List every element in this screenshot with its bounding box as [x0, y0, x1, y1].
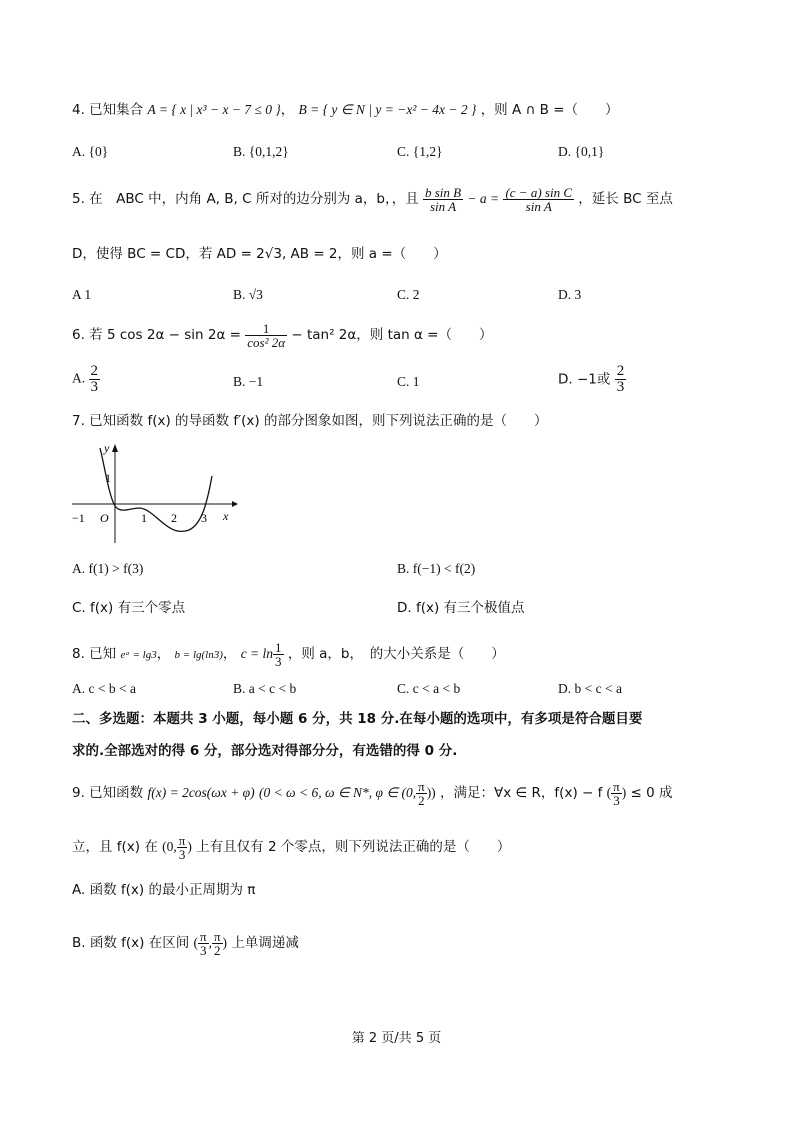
x-tick-neg1: −1 [72, 511, 85, 525]
fraction: $\frac{\text{b sin B}}{\text{sin A}}$ [425, 185, 462, 214]
fraction: $\frac{\pi}{2}$ [418, 779, 425, 808]
page-footer: 第 2 页/共 5 页 [351, 1031, 442, 1046]
fraction: $\frac{2}{3}$ [90, 363, 98, 395]
question-5-option-d: D. 3 [558, 287, 582, 302]
fraction: $\frac{\text{(c − a) sin C}}{\text{sin A}}$ [505, 185, 572, 214]
question-4-option-a: A. {0} [72, 144, 109, 159]
question-9-stem-line2: 立，且 f(x) 在 (0, $\frac{\pi}{3}$ ) 上有且仅有 2 个零点，则下列说法正确的是（ ） [72, 833, 511, 862]
x-axis-arrow [232, 501, 238, 507]
y-axis-arrow [112, 444, 118, 452]
question-4-option-b: B. {0,1,2} [233, 144, 289, 159]
y-axis-label: y [104, 441, 110, 455]
question-5-stem-line1: 5. 在 ABC 中，内角 A, B, C 所对的边分别为 a，b，，且 $\frac{\text{b sin B}}{\text{sin A}}$ − a = $\frac{\text{(c − a) sin C}}{\text{sin A}}$ ，延长 BC 至点 [72, 185, 673, 214]
fraction: $\frac{\pi}{3}$ [613, 779, 620, 808]
fraction: $\frac{1}{3}$ [275, 640, 282, 669]
question-7-option-a: A. f(1) > f(3) [72, 561, 144, 576]
section-2-heading-line2: 求的.全部选对的得 6 分，部分选对得部分分，有选错的得 0 分. [72, 743, 458, 759]
question-6-option-c: C. 1 [397, 374, 420, 389]
fraction: $\frac{\pi}{3}$ [200, 929, 207, 958]
question-7-option-c: C. f(x) 有三个零点 [72, 600, 186, 616]
question-8-stem: 8. 已知 eᵃ = lg3， b = lg(ln3)， c = ln $\frac{1}{3}$ ，则 a，b， 的大小关系是（ ） [72, 640, 505, 669]
question-5-option-a: A 1 [72, 287, 92, 302]
question-4-option-d: D. {0,1} [558, 144, 605, 159]
fraction: $\frac{2}{3}$ [616, 363, 625, 395]
question-5-option-b: B. √3 [233, 287, 263, 302]
question-6-option-a: A. $\frac{2}{3}$ [72, 363, 98, 395]
question-8-option-a: A. c < b < a [72, 681, 136, 696]
question-7-option-b: B. f(−1) < f(2) [397, 561, 476, 576]
question-8-option-b: B. a < c < b [233, 681, 297, 696]
fraction: $\frac{\pi}{3}$ [178, 833, 186, 862]
section-2-heading-line1: 二、多选题：本题共 3 小题，每小题 6 分，共 18 分.在每小题的选项中，有多项是符合题目要 [72, 711, 643, 727]
question-4-option-c: C. {1,2} [397, 144, 443, 159]
question-9-stem-line1: 9. 已知函数 f(x) = 2cos(ωx + φ) (0 < ω < 6, ω ∈ N*, φ ∈ (0, $\frac{\pi}{2}$ )) ，满足：∀x ∈ R，f(x) − f ( $\frac{\pi}{3}$ ) ≤ 0 成 [72, 779, 673, 808]
question-6-option-b: B. −1 [233, 374, 264, 389]
question-8-option-d: D. b < c < a [558, 681, 622, 696]
origin-label: O [100, 511, 109, 525]
question-7-stem: 7. 已知函数 f(x) 的导函数 f′(x) 的部分图象如图，则下列说法正确的是（ ） [72, 413, 548, 429]
question-6-option-d: D. −1或 $\frac{2}{3}$ [558, 363, 625, 395]
question-9-option-a: A. 函数 f(x) 的最小正周期为 π [72, 882, 256, 898]
question-9-option-b: B. 函数 f(x) 在区间 ( $\frac{\pi}{3}$ , $\frac{\pi}{2}$ ) 上单调递减 [72, 929, 299, 958]
question-5-option-c: C. 2 [397, 287, 420, 302]
y-tick-1: 1 [105, 471, 111, 485]
fraction: $\frac{1}{\text{cos² 2α}}$ [247, 321, 286, 350]
x-axis-label: x [223, 509, 229, 523]
x-tick-1: 1 [141, 511, 147, 525]
question-7-option-d: D. f(x) 有三个极值点 [397, 600, 525, 616]
question-4-stem: 4. 已知集合 A = { x | x³ − x − 7 ≤ 0 }， B = { y ∈ N | y = −x² − 4x − 2 } ，则 A ∩ B =（ ） [72, 102, 619, 118]
fraction: $\frac{\pi}{2}$ [213, 929, 221, 958]
question-6-stem: 6. 若 5 cos 2α − sin 2α = $\frac{1}{\text{cos² 2α}}$ − tan² 2α，则 tan α =（ ） [72, 321, 493, 350]
question-5-stem-line2: D，使得 BC = CD，若 AD = 2√3, AB = 2，则 a =（ ） [72, 246, 447, 262]
x-tick-3: 3 [201, 511, 207, 525]
derivative-curve [100, 448, 212, 531]
derivative-graph [72, 438, 242, 546]
x-tick-2: 2 [171, 511, 177, 525]
question-8-option-c: C. c < a < b [397, 681, 461, 696]
